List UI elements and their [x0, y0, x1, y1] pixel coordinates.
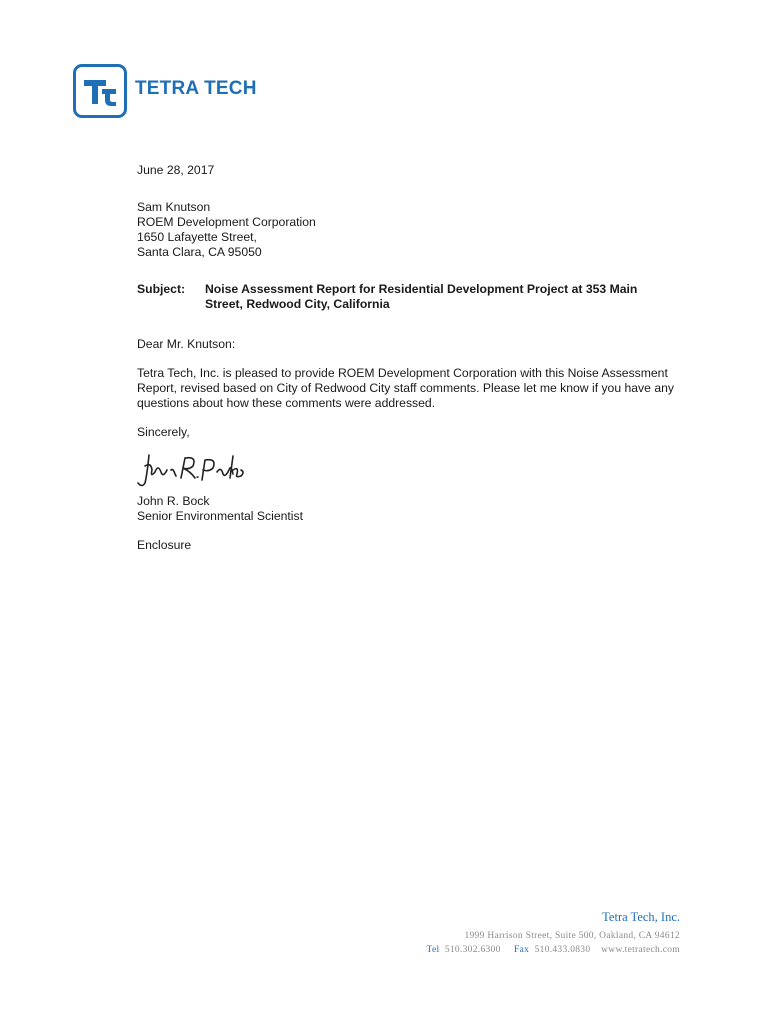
subject-text	[205, 282, 665, 312]
recipient-address	[137, 200, 697, 260]
body-paragraph: Tetra Tech, Inc. is pleased to provide ROEM Development Corporation with this Noise Assessment Report, revised based on City of Redwood City staff comments. Please let me know if you have any questions about how these comments were addressed.	[137, 366, 674, 410]
letterhead-footer	[427, 910, 680, 957]
company-logo	[73, 64, 257, 118]
recipient-company: ROEM Development Corporation	[137, 215, 316, 229]
tel-number: 510.302.6300	[444, 945, 501, 955]
letter-body	[137, 163, 697, 553]
enclosure-note: Enclosure	[137, 538, 192, 552]
recipient-city: Santa Clara, CA 95050	[137, 245, 262, 259]
fax-number: 510.433.0830	[534, 945, 591, 955]
closing: Sincerely,	[137, 425, 190, 439]
signer-title: Senior Environmental Scientist	[137, 509, 303, 523]
signer-name: John R. Bock	[137, 494, 210, 508]
salutation: Dear Mr. Knutson:	[137, 337, 236, 351]
recipient-name: Sam Knutson	[137, 200, 211, 214]
subject-label: Subject:	[137, 282, 186, 296]
brand-name: TETRA TECH	[135, 78, 257, 99]
signer-block	[137, 494, 697, 524]
subject-text-line-1: Noise Assessment Report for Residential Development Project at 353 Main	[205, 282, 638, 296]
footer-contact	[427, 943, 680, 957]
tetra-tech-logo-icon	[73, 64, 127, 118]
subject-line	[137, 282, 697, 312]
footer-address: 1999 Harrison Street, Suite 500, Oakland, CA 94612	[464, 931, 680, 941]
tel-label: Tel	[426, 945, 440, 955]
subject-text-line-2: Street, Redwood City, California	[205, 297, 390, 311]
fax-label: Fax	[514, 945, 530, 955]
recipient-street: 1650 Lafayette Street,	[137, 230, 257, 244]
footer-company: Tetra Tech, Inc.	[602, 910, 680, 924]
website: www.tetratech.com	[601, 945, 680, 955]
handwritten-signature	[137, 450, 697, 490]
letter-date: June 28, 2017	[137, 163, 215, 177]
